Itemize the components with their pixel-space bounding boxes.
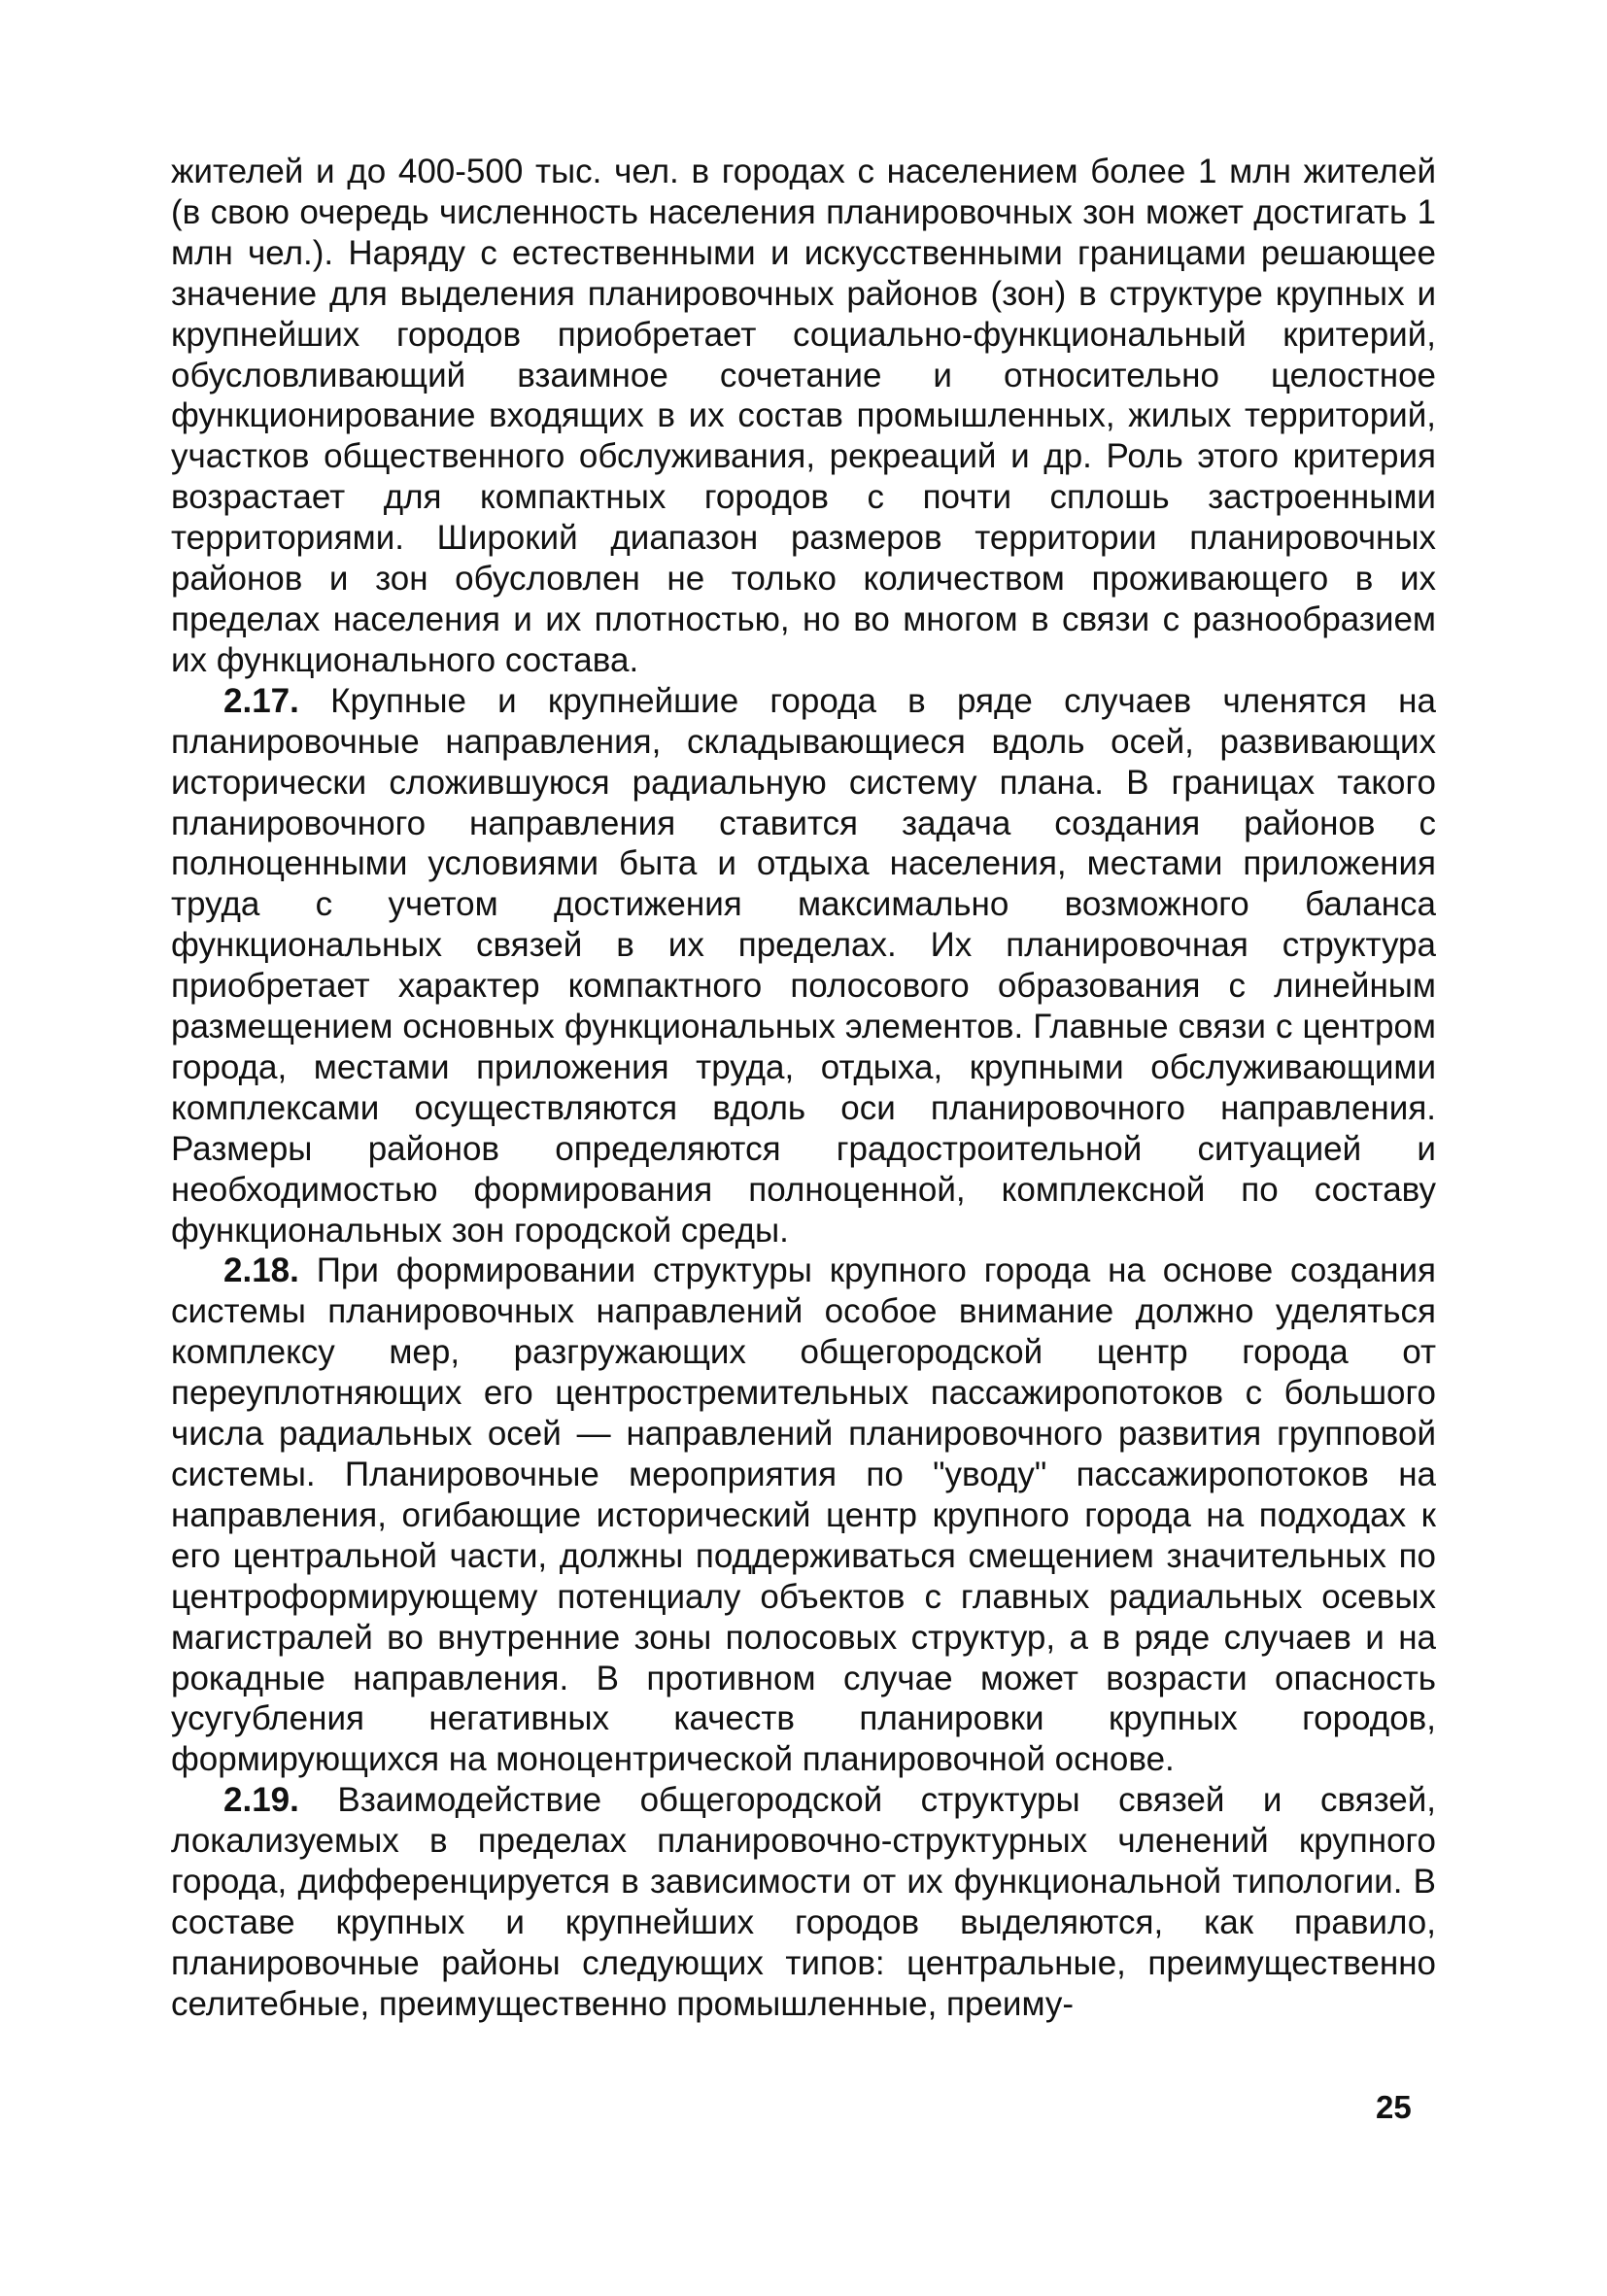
paragraph-2-17 — [171, 681, 1436, 1251]
paragraph-text: жителей и до 400-500 тыс. чел. в городах с населением более 1 млн жителей (в свою очередь численность населения планировочных зон может достигать 1 млн чел.). Наряду с естественными и искусственными границами решающее значение для выделения планировочных районов (зон) в структуре крупных и крупнейших городов приобретает социально-функциональный критерий, обусловливающий взаимное сочетание и относительно целостное функционирование входящих в их состав промышленных, жилых территорий, участков общественного обслуживания, рекреаций и др. Роль этого критерия возрастает для компактных городов с почти сплошь застроенными территориями. Широкий диапазон размеров территории планировочных районов и зон обусловлен не только количеством проживающего в их пределах населения и их плотностью, но во многом в связи с разнообразием их функционального состава. — [171, 153, 1436, 679]
paragraph-text: При формировании структуры крупного города на основе создания системы планировочных направлений особое внимание должно уделяться комплексу мер, разгружающих общегородской центр города от переуплотняющих его центростремительных пассажиропотоков с большого числа радиальных осей — направлений планировочного развития групповой системы. Планировочные мероприятия по "уводу" пассажиропотоков на направления, огибающие исторический центр крупного города на подходах к его центральной части, должны поддерживаться смещением значительных по центроформирующему потенциалу объектов с главных радиальных осевых магистралей во внутренние зоны полосовых структур, а в ряде случаев и на рокадные направления. В противном случае может возрасти опасность усугубления негативных качеств планировки крупных городов, формирующихся на моноцентрической планировочной основе. — [171, 1251, 1436, 1779]
paragraph-number: 2.17. — [223, 681, 299, 720]
paragraph-continued — [171, 152, 1436, 681]
paragraph-text: Крупные и крупнейшие города в ряде случаев членятся на планировочные направления, складывающиеся вдоль осей, развивающих исторически сложившуюся радиальную систему плана. В границах такого планировочного направления ставится задача создания районов с полноценными условиями быта и отдыха населения, местами приложения труда с учетом достижения максимально возможного баланса функциональных связей в их пределах. Их планировочная структура приобретает характер компактного полосового образования с линейным размещением основных функциональных элементов. Главные связи с центром города, местами приложения труда, отдыха, крупными обслуживающими комплексами осуществляются вдоль оси планировочного направления. Размеры районов определяются градостроительной ситуацией и необходимостью формирования полноценной, комплексной по составу функциональных зон городской среды. — [171, 681, 1436, 1250]
paragraph-2-19 — [171, 1780, 1436, 2024]
paragraph-number: 2.19. — [223, 1781, 299, 1820]
page-text — [171, 152, 1436, 2025]
paragraph-number: 2.18. — [223, 1251, 299, 1290]
page-number: 25 — [1376, 2089, 1412, 2125]
paragraph-2-18 — [171, 1251, 1436, 1780]
paragraph-text: Взаимодействие общегородской структуры связей и связей, локализуемых в пределах планировочно-структурных членений крупного города, дифференцируется в зависимости от их функциональной типологии. В составе крупных и крупнейших городов выделяются, как правило, планировочные районы следующих типов: центральные, преимущественно селитебные, преимущественно промышленные, преиму- — [171, 1781, 1436, 2023]
